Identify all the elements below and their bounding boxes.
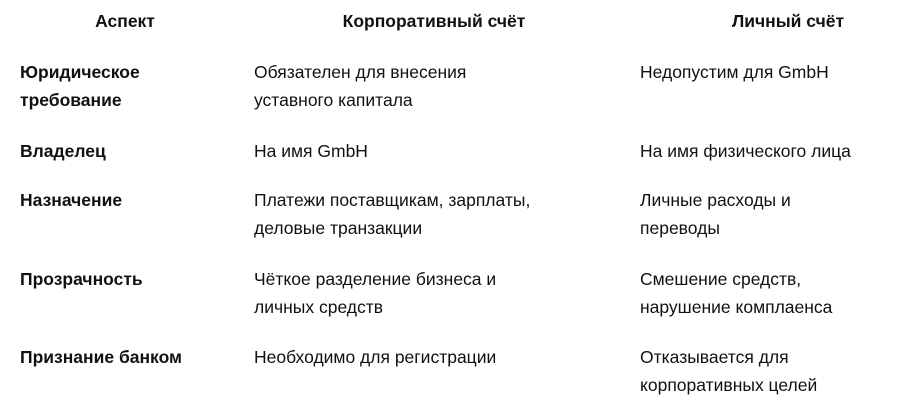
corporate-line: уставного капитала	[254, 90, 413, 110]
corporate-cell	[254, 343, 624, 371]
corporate-line: Необходимо для регистрации	[254, 347, 497, 367]
personal-line: Недопустим для GmbH	[640, 62, 829, 82]
aspect-cell	[20, 186, 245, 214]
header-personal-account: Личный счёт	[731, 11, 845, 31]
aspect-line: Прозрачность	[20, 269, 143, 289]
corporate-cell	[254, 58, 624, 114]
table-header-row	[0, 9, 923, 33]
personal-line: Личные расходы и	[640, 190, 791, 210]
header-corporate-account: Корпоративный счёт	[342, 11, 526, 31]
aspect-cell	[20, 58, 245, 114]
personal-line: переводы	[640, 218, 720, 238]
corporate-cell	[254, 265, 624, 321]
aspect-cell	[20, 137, 245, 165]
personal-cell	[640, 137, 923, 165]
corporate-cell	[254, 137, 624, 165]
personal-line: корпоративных целей	[640, 375, 818, 395]
personal-line: Смешение средств,	[640, 269, 802, 289]
personal-line: Отказывается для	[640, 347, 789, 367]
personal-line: На имя физического лица	[640, 141, 851, 161]
aspect-line: требование	[20, 90, 122, 110]
aspect-line: Юридическое	[20, 62, 140, 82]
aspect-line: Владелец	[20, 141, 106, 161]
corporate-cell	[254, 186, 624, 242]
header-aspect: Аспект	[95, 11, 155, 31]
corporate-line: Платежи поставщикам, зарплаты,	[254, 190, 531, 210]
personal-cell	[640, 186, 923, 242]
aspect-line: Признание банком	[20, 347, 182, 367]
personal-cell	[640, 343, 923, 399]
corporate-line: Обязателен для внесения	[254, 62, 467, 82]
personal-line: нарушение комплаенса	[640, 297, 833, 317]
corporate-line: личных средств	[254, 297, 384, 317]
aspect-cell	[20, 343, 245, 371]
corporate-line: На имя GmbH	[254, 141, 368, 161]
personal-cell	[640, 265, 923, 321]
aspect-cell	[20, 265, 245, 293]
aspect-line: Назначение	[20, 190, 123, 210]
personal-cell	[640, 58, 923, 86]
corporate-line: деловые транзакции	[254, 218, 423, 238]
corporate-line: Чёткое разделение бизнеса и	[254, 269, 497, 289]
